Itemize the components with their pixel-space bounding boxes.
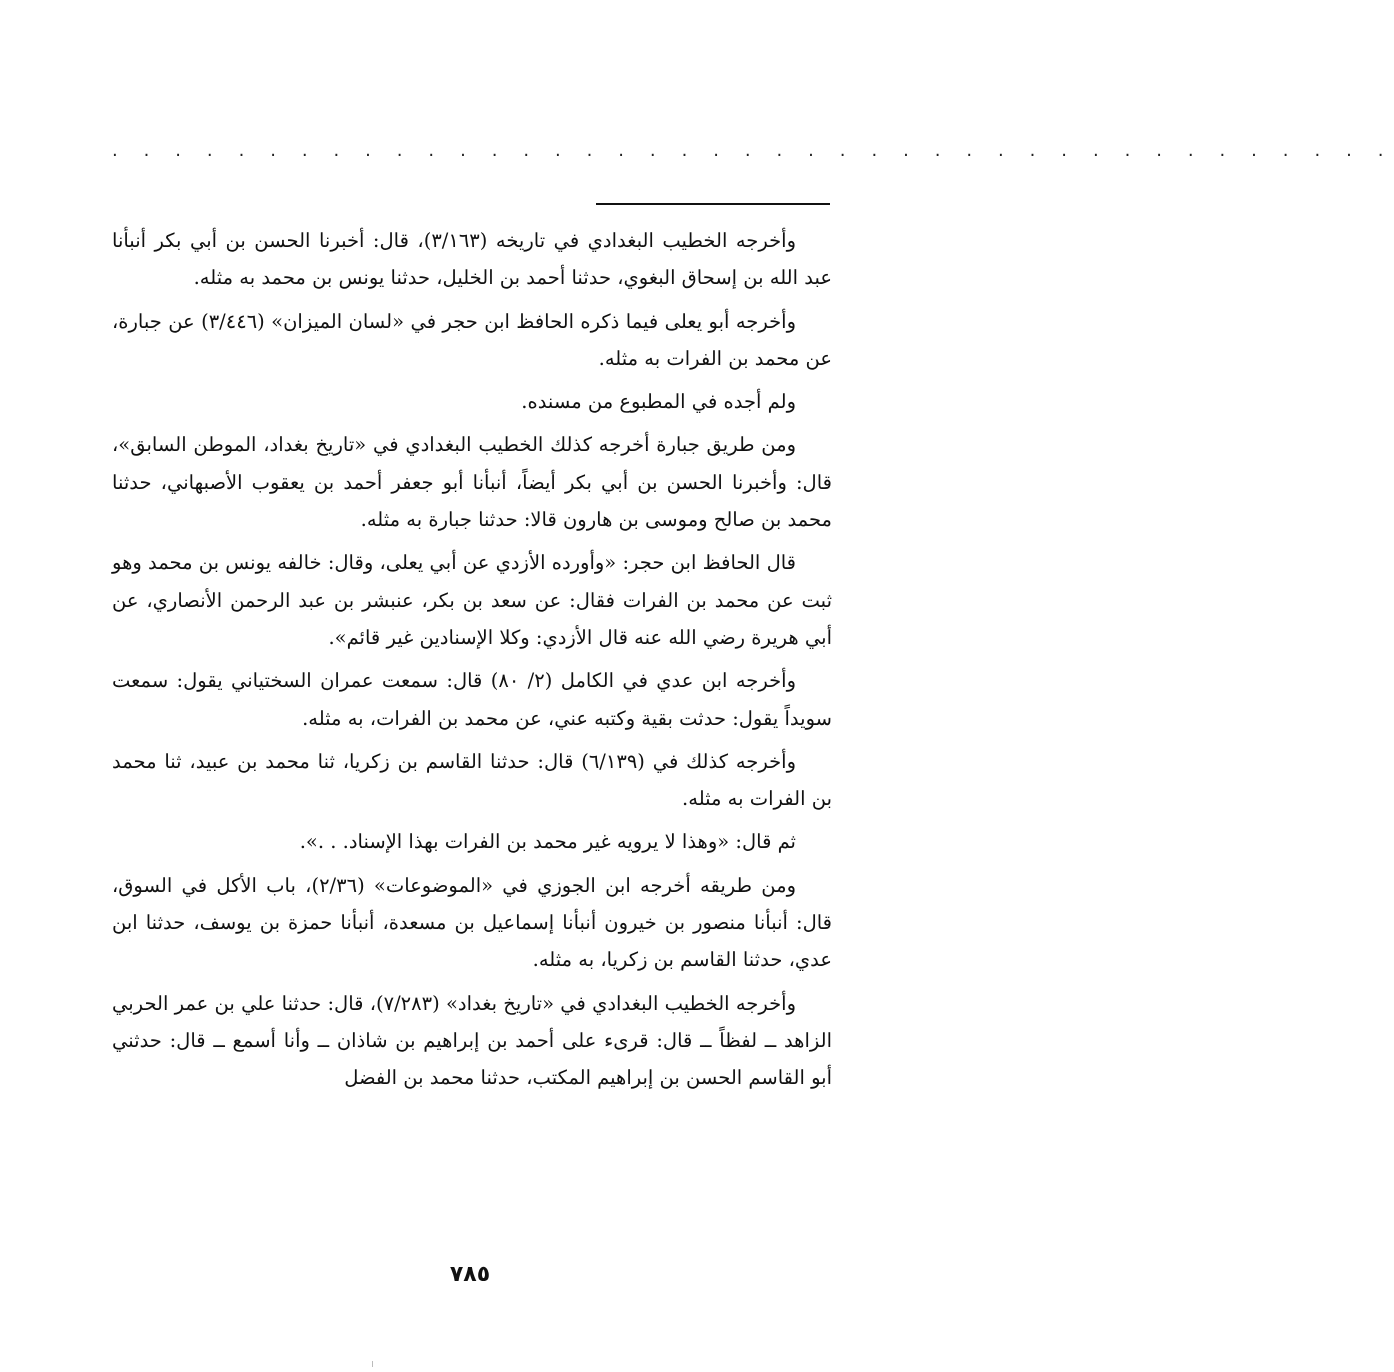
paragraph: ثم قال: «وهذا لا يرويه غير محمد بن الفرات بهذا الإسناد. . .».: [299, 830, 796, 854]
scan-mark: [372, 1361, 373, 1367]
footnote-rule: [596, 203, 830, 205]
paragraph: ومن طريقه أخرجه ابن الجوزي في «الموضوعات» (٢/٣٦)، باب الأكل في السوق، قال: أنبأنا منصور بن خيرون أنبأنا إسماعيل بن مسعدة، أنبأنا حمزة بن يوسف، حدثنا ابن عدي، حدثنا القاسم بن زكريا، به مثله.: [112, 873, 832, 972]
paragraph: وأخرجه الخطيب البغدادي في «تاريخ بغداد» (٧/٢٨٣)، قال: حدثنا علي بن عمر الحربي الزاهد ــ لفظاً ــ قال: قرىء على أحمد بن إبراهيم بن شاذان ــ وأنا أسمع ــ قال: حدثني أبو القاسم الحسن بن إبراهيم المكتب، حدثنا محمد بن الفضل: [112, 991, 832, 1090]
paragraph: وأخرجه الخطيب البغدادي في تاريخه (٣/١٦٣)، قال: أخبرنا الحسن بن أبي بكر أنبأنا عبد الله بن إسحاق البغوي، حدثنا أحمد بن الخليل، حدثنا يونس بن محمد به مثله.: [112, 229, 832, 290]
paragraph: وأخرجه ابن عدي في الكامل (٢/ ٨٠) قال: سمعت عمران السختياني يقول: سمعت سويداً يقول: حدثت بقية وكتبه عني، عن محمد بن الفرات، به مثله.: [112, 669, 832, 730]
page-number: ٧٨٥: [449, 1262, 491, 1287]
paragraph: وأخرجه كذلك في (٦/١٣٩) قال: حدثنا القاسم بن زكريا، ثنا محمد بن عبيد، ثنا محمد بن الفرات به مثله.: [112, 749, 832, 811]
paragraph: ولم أجده في المطبوع من مسنده.: [521, 390, 796, 414]
separator-dots: . . . . . . . . . . . . . . . . . . . . . . . . . . . . . . . . . . . . . . . . .: [112, 140, 1394, 161]
paragraph: ومن طريق جبارة أخرجه كذلك الخطيب البغدادي في «تاريخ بغداد، الموطن السابق»، قال: وأخبرنا الحسن بن أبي بكر أيضاً، أنبأنا أبو جعفر أحمد بن يعقوب الأصبهاني، حدثنا محمد بن صالح وموسى بن هارون قالا: حدثنا جبارة به مثله.: [112, 433, 832, 532]
paragraph: وأخرجه أبو يعلى فيما ذكره الحافظ ابن حجر في «لسان الميزان» (٣/٤٤٦) عن جبارة، عن محمد بن الفرات به مثله.: [112, 309, 832, 370]
footnote-body: [112, 222, 832, 1103]
paragraph: قال الحافظ ابن حجر: «وأورده الأزدي عن أبي يعلى، وقال: خالفه يونس بن محمد وهو ثبت عن محمد بن الفرات فقال: عن سعد بن بكر، عنبشر بن عبد الرحمن الأنصاري، عن أبي هريرة رضي الله عنه قال الأزدي: وكلا الإسنادين غير قائم».: [112, 551, 832, 649]
